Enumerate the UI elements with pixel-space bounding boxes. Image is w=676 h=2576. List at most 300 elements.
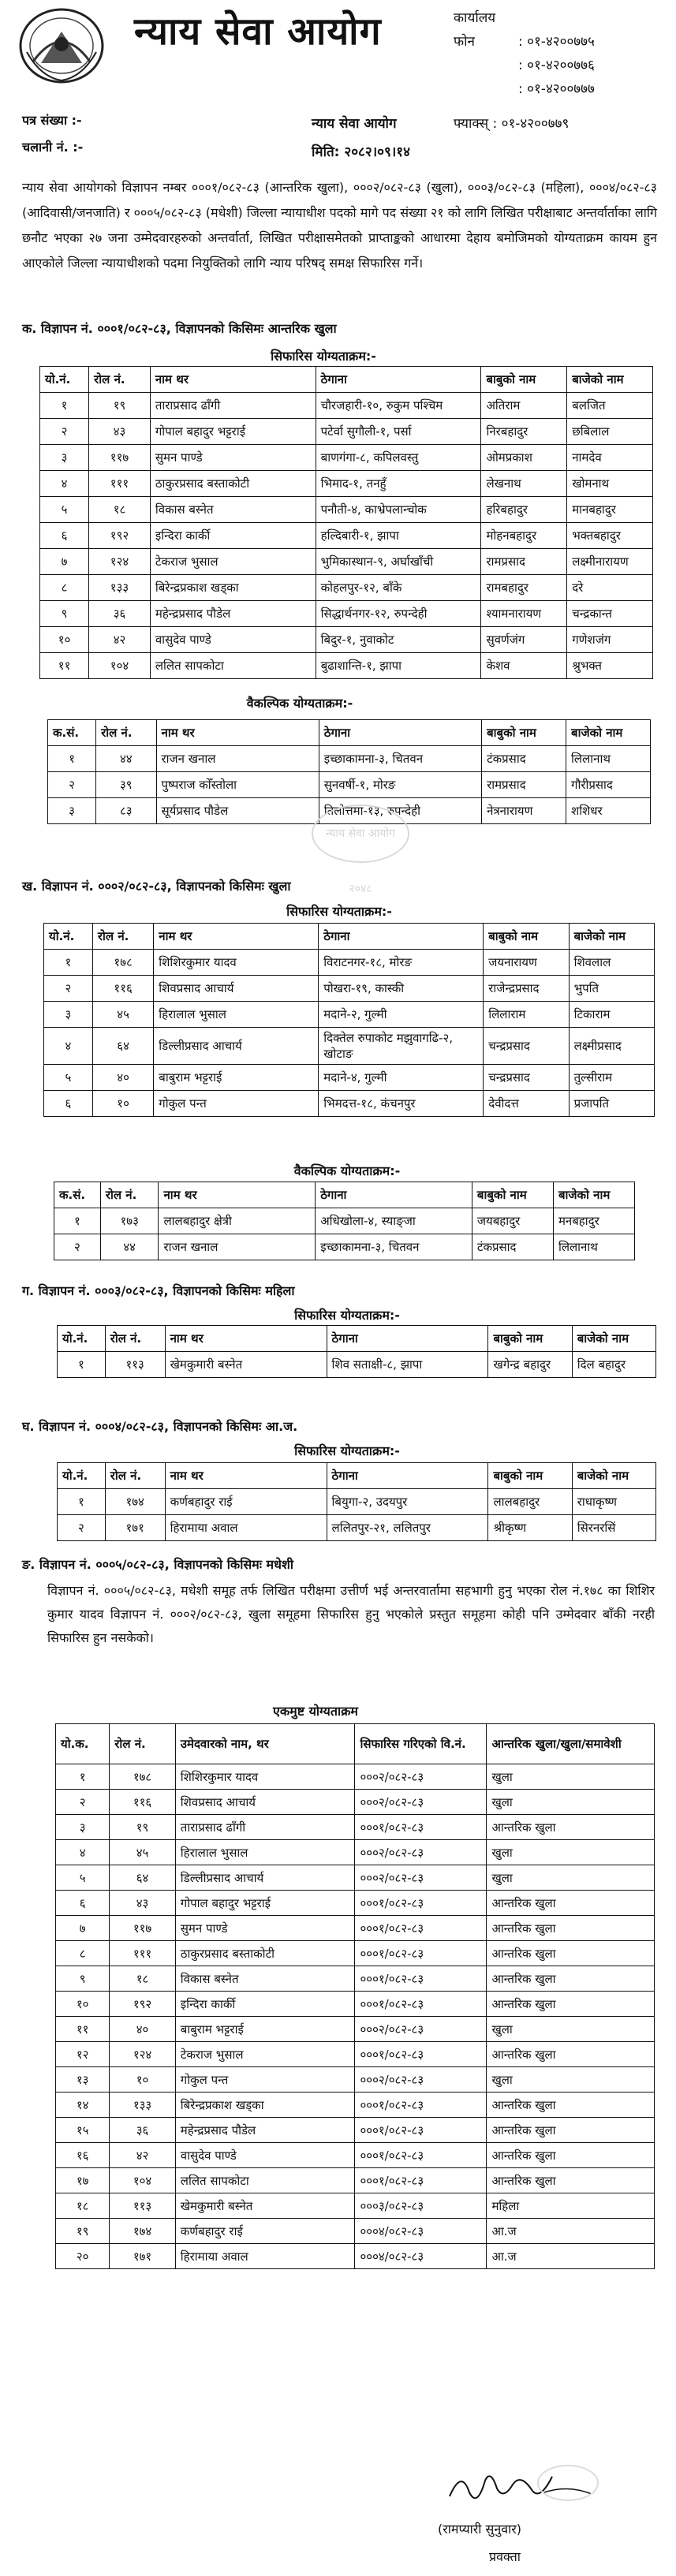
table-cell: ३६ — [89, 601, 151, 627]
table-cell: १२४ — [110, 2042, 175, 2067]
table-cell: १ — [56, 1764, 110, 1790]
table-cell: आन्तरिक खुला — [487, 2042, 655, 2067]
table-cell: सुमन पाण्डे — [175, 1916, 355, 1941]
table-cell: तुल्सीराम — [569, 1065, 654, 1091]
table-cell: १४ — [56, 2093, 110, 2118]
table-cell: ४२ — [89, 627, 151, 653]
table-cell: डिल्लीप्रसाद आचार्य — [175, 1865, 355, 1891]
table-cell: रामप्रसाद — [481, 549, 567, 575]
table-cell: टंकप्रसाद — [472, 1234, 553, 1260]
table-cell: १८ — [110, 1966, 175, 1992]
section-kha-alt-table — [54, 1182, 635, 1260]
table-cell: ८ — [56, 1941, 110, 1966]
table-cell: ११६ — [110, 1790, 175, 1815]
table-cell: हल्दिबारी-१, झापा — [316, 523, 481, 549]
column-header: ठेगाना — [319, 924, 484, 950]
table-cell: श्रुभक्त — [567, 653, 653, 679]
table-row — [56, 1916, 655, 1941]
table-cell: ११३ — [110, 2193, 175, 2219]
column-header: रोल नं. — [100, 1182, 159, 1208]
table-cell: सिरनरसिं — [572, 1515, 655, 1541]
table-cell: आन्तरिक खुला — [487, 1992, 655, 2017]
table-cell: ठाकुरप्रसाद बस्ताकोटी — [150, 471, 316, 497]
column-header: क.सं. — [54, 1182, 101, 1208]
table-cell: रामप्रसाद — [482, 772, 566, 798]
table-cell: राजन खनाल — [156, 746, 319, 772]
table-cell: २ — [48, 772, 96, 798]
column-header: नाम थर — [165, 1463, 327, 1489]
table-cell: १९२ — [89, 523, 151, 549]
table-row — [56, 2193, 655, 2219]
table-cell: ४० — [110, 2017, 175, 2042]
table-cell: चन्द्रकान्त — [567, 601, 653, 627]
table-cell: ०००४/०८२-८३ — [355, 2219, 487, 2244]
contact-label: फोन — [454, 34, 475, 50]
table-cell: खुला — [487, 1790, 655, 1815]
table-cell: खुला — [487, 1840, 655, 1865]
table-cell: बलजित — [567, 393, 653, 419]
table-cell: भुपति — [569, 976, 654, 1002]
section-kha-rec-title: सिफारिस योग्यताक्रम:- — [286, 904, 392, 919]
contact-block — [454, 6, 595, 101]
table-cell: ओमप्रकाश — [481, 445, 567, 471]
table-cell: भुमिकास्थान-९, अर्घाखाँची — [316, 549, 481, 575]
table-row — [40, 549, 653, 575]
column-header: नाम थर — [159, 1182, 316, 1208]
section-nga-heading: ङ. विज्ञापन नं. ०००५/०८२-८३, विज्ञापनको किसिमः मधेशी — [22, 1557, 293, 1572]
table-cell: मदाने-२, गुल्मी — [319, 1002, 484, 1028]
section-gha-heading: घ. विज्ञापन नं. ०००४/०८२-८३, विज्ञापनको किसिमः आ.ज. — [22, 1419, 298, 1434]
table-cell: श्रीकृष्ण — [488, 1515, 572, 1541]
table-cell: ११३ — [105, 1352, 165, 1378]
table-cell: १ — [40, 393, 89, 419]
table-cell: खेमकुमारी बस्नेत — [165, 1352, 327, 1378]
table-cell: ०००१/०८२-८३ — [355, 2143, 487, 2168]
table-cell: ३ — [48, 798, 96, 824]
table-cell: ३ — [56, 1815, 110, 1840]
table-cell: १६ — [56, 2143, 110, 2168]
intro-paragraph: न्याय सेवा आयोगको विज्ञापन नम्बर ०००१/०८२-८३ (आन्तरिक खुला), ०००२/०८२-८३ (खुला), ०००३/०८२-८३ (महिला), ०००४/०८२-८३ (आदिवासी/जनजाति) र ०००५/०८२-८३ (मधेशी) जिल्ला न्यायाधीश पदको मागे पद संख्या २१ को लागि लिखित परीक्षाबाट अन्तर्वार्ताका लागि छनौट भएका २७ जना उम्मेदवारहरुको अन्तर्वार्ता, लिखित परीक्षासमेतको प्राप्ताङ्कको आधारमा देहाय बमोजिमको योग्यताक्रम कायम हुन आएकोले जिल्ला न्यायाधीशको पदमा नियुक्तिको लागि न्याय परिषद् समक्ष सिफारिस गर्ने। — [22, 180, 657, 271]
table-cell: मनबहादुर — [553, 1208, 634, 1234]
column-header: बाजेको नाम — [553, 1182, 634, 1208]
table-cell: लेखनाथ — [481, 471, 567, 497]
table-cell: राधाकृष्ण — [572, 1489, 655, 1515]
table-cell: १ — [54, 1208, 101, 1234]
table-row — [40, 575, 653, 601]
table-cell: ०००२/०८२-८३ — [355, 2017, 487, 2042]
table-cell: वासुदेव पाण्डे — [175, 2143, 355, 2168]
table-cell: चौरजहारी-१०, रुकुम पश्चिम — [316, 393, 481, 419]
column-header: रोल नं. — [96, 720, 156, 746]
table-row — [44, 1065, 655, 1091]
table-cell: १९२ — [110, 1992, 175, 2017]
table-cell: ललित सापकोटा — [150, 653, 316, 679]
table-row — [56, 2219, 655, 2244]
column-header: बाबुको नाम — [482, 720, 566, 746]
table-row — [56, 2042, 655, 2067]
table-cell: आ.ज — [487, 2219, 655, 2244]
table-cell: १ — [58, 1352, 106, 1378]
table-cell: डिल्लीप्रसाद आचार्य — [154, 1028, 319, 1065]
table-header-row — [58, 1326, 656, 1352]
table-cell: ४३ — [110, 1891, 175, 1916]
table-cell: शिशिरकुमार यादव — [154, 950, 319, 976]
table-cell: ०००१/०८२-८३ — [355, 1916, 487, 1941]
table-cell: ४५ — [92, 1002, 153, 1028]
combined-merit-table — [55, 1723, 655, 2269]
table-cell: पनौती-४, काभ्रेपलान्चोक — [316, 497, 481, 523]
table-cell: २ — [56, 1790, 110, 1815]
table-cell: पटेर्वा सुगौली-१, पर्सा — [316, 419, 481, 445]
table-row — [40, 471, 653, 497]
table-cell: ०००२/०८२-८३ — [355, 1790, 487, 1815]
table-header-row — [54, 1182, 635, 1208]
table-cell: ४० — [92, 1065, 153, 1091]
table-cell: ३ — [44, 1002, 93, 1028]
table-cell: टेकराज भुसाल — [150, 549, 316, 575]
table-cell: २ — [58, 1515, 106, 1541]
table-cell: हरिबहादुर — [481, 497, 567, 523]
table-row — [48, 746, 651, 772]
table-row — [44, 1028, 655, 1065]
table-cell: ४४ — [96, 746, 156, 772]
contact-value: : ०१-४२००७७७ — [518, 81, 595, 97]
table-cell: जयनारायण — [484, 950, 569, 976]
table-cell: शिशिरकुमार यादव — [175, 1764, 355, 1790]
table-row — [54, 1234, 635, 1260]
section-ga-heading: ग. विज्ञापन नं. ०००३/०८२-८३, विज्ञापनको किसिमः महिला — [22, 1283, 295, 1298]
table-cell: १३३ — [110, 2093, 175, 2118]
table-cell: ४ — [40, 471, 89, 497]
section-ka-heading: क. विज्ञापन नं. ०००१/०८२-८३, विज्ञापनको किसिमः आन्तरिक खुला — [22, 321, 337, 336]
table-cell: मदाने-४, गुल्मी — [319, 1065, 484, 1091]
table-cell: १२४ — [89, 549, 151, 575]
column-header: बाजेको नाम — [572, 1326, 655, 1352]
table-cell: अधिखोला-४, स्याङ्जा — [316, 1208, 472, 1234]
table-cell: टंकप्रसाद — [482, 746, 566, 772]
table-cell: चन्द्रप्रसाद — [484, 1028, 569, 1065]
table-cell: आन्तरिक खुला — [487, 2143, 655, 2168]
table-cell: आन्तरिक खुला — [487, 2168, 655, 2193]
table-cell: १७४ — [105, 1489, 165, 1515]
table-cell: ०००१/०८२-८३ — [355, 1992, 487, 2017]
table-cell: हिरालाल भुसाल — [175, 1840, 355, 1865]
table-cell: लक्ष्मीप्रसाद — [569, 1028, 654, 1065]
table-cell: आन्तरिक खुला — [487, 2093, 655, 2118]
table-cell: ५ — [40, 497, 89, 523]
table-cell: पोखरा-१९, कास्की — [319, 976, 484, 1002]
column-header: बाबुको नाम — [488, 1463, 572, 1489]
table-row — [56, 2168, 655, 2193]
table-cell: ९ — [56, 1966, 110, 1992]
fax-number: फ्याक्स् : ०१-४२००७७९ — [454, 116, 570, 132]
table-cell: शिव सताक्षी-८, झापा — [327, 1352, 488, 1378]
table-cell: ०००२/०८२-८३ — [355, 2067, 487, 2093]
table-cell: हिरालाल भुसाल — [154, 1002, 319, 1028]
table-cell: ०००२/०८२-८३ — [355, 1764, 487, 1790]
column-header: बाबुको नाम — [481, 367, 567, 393]
table-cell: ०००१/०८२-८३ — [355, 1815, 487, 1840]
table-cell: ०००१/०८२-८३ — [355, 2168, 487, 2193]
table-cell: ०००१/०८२-८३ — [355, 1966, 487, 1992]
table-row — [56, 1966, 655, 1992]
contact-value: : ०१-४२००७७६ — [518, 58, 595, 73]
government-emblem-icon — [17, 6, 106, 85]
table-cell: ४ — [56, 1840, 110, 1865]
table-cell: जयबहादुर — [472, 1208, 553, 1234]
table-header-row — [58, 1463, 656, 1489]
signatory-name: (रामप्यारी सुनुवार) — [438, 2522, 522, 2537]
table-cell: १११ — [110, 1941, 175, 1966]
table-cell: खुला — [487, 2067, 655, 2093]
table-row — [40, 523, 653, 549]
table-cell: ८ — [40, 575, 89, 601]
column-header: यो.नं. — [58, 1326, 106, 1352]
table-cell: कोहलपुर-१२, बाँके — [316, 575, 481, 601]
table-cell: १० — [110, 2067, 175, 2093]
table-cell: २ — [54, 1234, 101, 1260]
column-header: यो.नं. — [40, 367, 89, 393]
table-row — [56, 1865, 655, 1891]
table-cell: भक्तबहादुर — [567, 523, 653, 549]
table-cell: १७१ — [105, 1515, 165, 1541]
table-cell: १९ — [56, 2219, 110, 2244]
table-row — [56, 1815, 655, 1840]
signature-icon — [442, 2461, 599, 2508]
table-cell: खुला — [487, 2017, 655, 2042]
section-kha-heading: ख. विज्ञापन नं. ०००२/०८२-८३, विज्ञापनको किसिमः खुला — [22, 879, 291, 894]
table-header-row — [56, 1724, 655, 1764]
table-cell: १७८ — [92, 950, 153, 976]
table-row — [48, 772, 651, 798]
table-row — [40, 497, 653, 523]
table-cell: केशव — [481, 653, 567, 679]
column-header: रोल नं. — [105, 1326, 165, 1352]
table-cell: ७ — [56, 1916, 110, 1941]
office-name: न्याय सेवा आयोग — [312, 116, 397, 132]
table-cell: सिद्धार्थनगर-१२, रुपन्देही — [316, 601, 481, 627]
table-cell: १०४ — [110, 2168, 175, 2193]
table-cell: हिरामाया अवाल — [175, 2244, 355, 2269]
table-row — [44, 1002, 655, 1028]
section-ka-table — [39, 366, 653, 679]
table-cell: १७४ — [110, 2219, 175, 2244]
table-row — [56, 1840, 655, 1865]
column-header: रोल नं. — [110, 1724, 175, 1764]
table-row — [56, 2093, 655, 2118]
table-cell: ४४ — [100, 1234, 159, 1260]
table-cell: आ.ज — [487, 2244, 655, 2269]
table-cell: आन्तरिक खुला — [487, 1891, 655, 1916]
table-row — [56, 2017, 655, 2042]
table-cell: बिरेन्द्रप्रकाश खड्का — [175, 2093, 355, 2118]
table-cell: १९ — [110, 1815, 175, 1840]
column-header: यो.क. — [56, 1724, 110, 1764]
table-cell: १० — [40, 627, 89, 653]
table-cell: २ — [40, 419, 89, 445]
table-cell: खेमकुमारी बस्नेत — [175, 2193, 355, 2219]
table-cell: ४२ — [110, 2143, 175, 2168]
column-header: यो.नं. — [44, 924, 93, 950]
table-cell: अतिराम — [481, 393, 567, 419]
table-row — [44, 976, 655, 1002]
table-cell: विकास बस्नेत — [150, 497, 316, 523]
table-cell: बाणगंगा-८, कपिलवस्तु — [316, 445, 481, 471]
table-cell: शिवलाल — [569, 950, 654, 976]
table-cell: १७ — [56, 2168, 110, 2193]
table-row — [56, 2118, 655, 2143]
table-cell: २० — [56, 2244, 110, 2269]
table-cell: १८ — [89, 497, 151, 523]
table-row — [54, 1208, 635, 1234]
table-cell: खुला — [487, 1764, 655, 1790]
table-cell: १९ — [89, 393, 151, 419]
reference-numbers — [22, 107, 83, 161]
table-row — [58, 1352, 656, 1378]
table-cell: १०४ — [89, 653, 151, 679]
table-cell: पुष्पराज कोँस्तोला — [156, 772, 319, 798]
column-header: ठेगाना — [327, 1326, 488, 1352]
table-cell: दिक्तेल रुपाकोट मझुवागढि-२, खोटाङ — [319, 1028, 484, 1065]
table-cell: ०००१/०८२-८३ — [355, 1891, 487, 1916]
table-row — [56, 1891, 655, 1916]
table-cell: ९ — [40, 601, 89, 627]
column-header: नाम थर — [165, 1326, 327, 1352]
table-cell: ०००४/०८२-८३ — [355, 2244, 487, 2269]
table-cell: नेत्रनारायण — [482, 798, 566, 824]
table-cell: ८३ — [96, 798, 156, 824]
table-row — [40, 445, 653, 471]
table-cell: ६ — [44, 1091, 93, 1117]
contact-label: कार्यालय — [454, 10, 496, 26]
table-cell: दिल बहादुर — [572, 1352, 655, 1378]
table-cell: १ — [48, 746, 96, 772]
table-cell: ०००२/०८२-८३ — [355, 1840, 487, 1865]
table-cell: लालबहादुर क्षेत्री — [159, 1208, 316, 1234]
contact-label — [454, 77, 518, 101]
organization-title: न्याय सेवा आयोग — [134, 9, 382, 54]
table-cell: १८ — [56, 2193, 110, 2219]
table-cell: ०००१/०८२-८३ — [355, 2042, 487, 2067]
table-row — [56, 1764, 655, 1790]
table-row — [56, 1941, 655, 1966]
table-cell: गौरीप्रसाद — [566, 772, 651, 798]
table-cell: कर्णबहादुर राई — [175, 2219, 355, 2244]
table-cell: ३९ — [96, 772, 156, 798]
table-cell: बिदुर-१, नुवाकोट — [316, 627, 481, 653]
table-cell: ४३ — [89, 419, 151, 445]
table-cell: बाबुराम भट्टराई — [175, 2017, 355, 2042]
column-header: यो.नं. — [58, 1463, 106, 1489]
table-cell: ललितपुर-२१, ललितपुर — [327, 1515, 488, 1541]
table-cell: टिकाराम — [569, 1002, 654, 1028]
section-ga-table — [57, 1325, 656, 1378]
column-header: बाजेको नाम — [567, 367, 653, 393]
table-cell: बिरेन्द्रप्रकाश खड्का — [150, 575, 316, 601]
table-cell: १ — [58, 1489, 106, 1515]
table-cell: गोकुल पन्त — [175, 2067, 355, 2093]
table-cell: ४ — [44, 1028, 93, 1065]
table-cell: हिरामाया अवाल — [165, 1515, 327, 1541]
table-cell: बुढाशान्ति-१, झापा — [316, 653, 481, 679]
table-cell: ३ — [40, 445, 89, 471]
table-cell: ०००३/०८२-८३ — [355, 2193, 487, 2219]
table-cell: श्यामनारायण — [481, 601, 567, 627]
table-cell: ५ — [56, 1865, 110, 1891]
column-header: नाम थर — [156, 720, 319, 746]
column-header: सिफारिस गरिएको वि.नं. — [355, 1724, 487, 1764]
table-cell: ५ — [44, 1065, 93, 1091]
table-cell: ६ — [40, 523, 89, 549]
table-cell: ०००१/०८२-८३ — [355, 2118, 487, 2143]
table-cell: महेन्द्रप्रसाद पौडेल — [150, 601, 316, 627]
table-cell: सुमन पाण्डे — [150, 445, 316, 471]
column-header: रोल नं. — [105, 1463, 165, 1489]
table-cell: ०००१/०८२-८३ — [355, 1941, 487, 1966]
table-cell: मानबहादुर — [567, 497, 653, 523]
table-cell: इन्दिरा कार्की — [150, 523, 316, 549]
table-cell: ३६ — [110, 2118, 175, 2143]
table-cell: आन्तरिक खुला — [487, 1966, 655, 1992]
table-row — [56, 2067, 655, 2093]
table-row — [44, 950, 655, 976]
table-cell: १७८ — [110, 1764, 175, 1790]
table-cell: कर्णबहादुर राई — [165, 1489, 327, 1515]
table-cell: देवीदत्त — [484, 1091, 569, 1117]
column-header: बाजेको नाम — [566, 720, 651, 746]
table-cell: रामबहादुर — [481, 575, 567, 601]
contact-label — [454, 54, 518, 77]
table-cell: शिवप्रसाद आचार्य — [175, 1790, 355, 1815]
table-cell: नामदेव — [567, 445, 653, 471]
table-row — [40, 419, 653, 445]
table-cell: वासुदेव पाण्डे — [150, 627, 316, 653]
table-cell: १३३ — [89, 575, 151, 601]
table-cell: आन्तरिक खुला — [487, 1815, 655, 1840]
table-row — [58, 1515, 656, 1541]
table-cell: महेन्द्रप्रसाद पौडेल — [175, 2118, 355, 2143]
table-cell: ताराप्रसाद ढाँगी — [175, 1815, 355, 1840]
table-cell: ठाकुरप्रसाद बस्ताकोटी — [175, 1941, 355, 1966]
table-cell: १७१ — [110, 2244, 175, 2269]
column-header: बाजेको नाम — [569, 924, 654, 950]
table-cell: लक्ष्मीनारायण — [567, 549, 653, 575]
table-row — [40, 653, 653, 679]
column-header: उमेदवारको नाम, थर — [175, 1724, 355, 1764]
section-gha-rec-title: सिफारिस योग्यताक्रम:- — [294, 1443, 400, 1458]
table-cell: ४५ — [110, 1840, 175, 1865]
table-cell: लिलाराम — [484, 1002, 569, 1028]
table-cell: ११७ — [89, 445, 151, 471]
table-cell: शशिधर — [566, 798, 651, 824]
table-cell: ११७ — [110, 1916, 175, 1941]
column-header: ठेगाना — [316, 1182, 472, 1208]
column-header: रोल नं. — [89, 367, 151, 393]
signatory-role: प्रवक्ता — [489, 2549, 521, 2564]
table-cell: इच्छाकामना-३, चितवन — [316, 1234, 472, 1260]
table-row — [56, 2244, 655, 2269]
table-cell: बियुगा-२, उदयपुर — [327, 1489, 488, 1515]
table-cell: लालबहादुर — [488, 1489, 572, 1515]
table-cell: आन्तरिक खुला — [487, 1941, 655, 1966]
table-header-row — [44, 924, 655, 950]
table-row — [56, 2143, 655, 2168]
table-cell: सुनवर्षी-१, मोरङ — [319, 772, 481, 798]
table-row — [40, 393, 653, 419]
table-cell: ११६ — [92, 976, 153, 1002]
table-cell: इच्छाकामना-३, चितवन — [319, 746, 481, 772]
table-cell: १० — [92, 1091, 153, 1117]
